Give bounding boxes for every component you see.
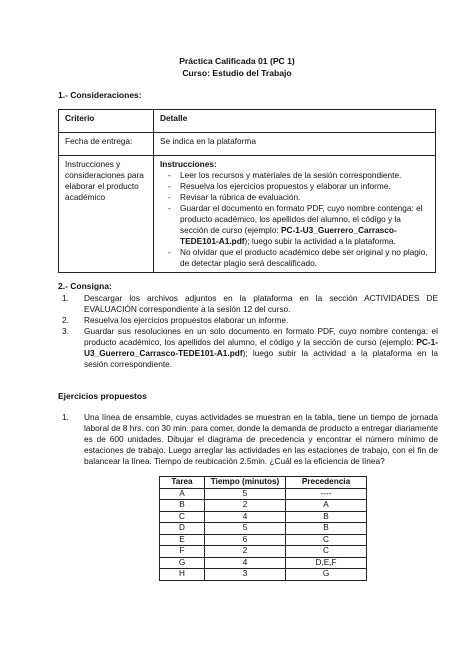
table-cell: ---- xyxy=(286,488,367,500)
row-criterio: Fecha de entrega: xyxy=(59,133,154,156)
table-cell: C xyxy=(286,546,367,558)
table-cell: 6 xyxy=(205,534,286,546)
tasks-table-body xyxy=(160,488,367,580)
tasks-table xyxy=(159,476,367,581)
table-cell: H xyxy=(160,569,205,581)
header-detalle: Detalle xyxy=(154,110,436,133)
table-row xyxy=(160,557,367,569)
table-cell: B xyxy=(286,511,367,523)
consideraciones-heading: 1.- Consideraciones: xyxy=(58,90,142,100)
file-example: PC-1-U3_Guerrero_Carrasco-TEDE101-A1.pdf xyxy=(84,337,438,358)
consigna-heading: 2.- Consigna: xyxy=(58,281,112,291)
table-row xyxy=(160,488,367,500)
row-detalle: Se indica en la plataforma xyxy=(154,133,436,156)
table-row xyxy=(160,534,367,546)
list-item: - Resuelva los ejercicios propuestos y elaborar un informe. xyxy=(160,181,429,192)
table-row xyxy=(160,500,367,512)
document-title: Práctica Calificada 01 (PC 1) xyxy=(179,56,295,66)
table-row xyxy=(160,546,367,558)
table-cell: F xyxy=(160,546,205,558)
item-text-end: ); luego subir la actividad a la plataforma en la sesión correspondiente. xyxy=(84,348,438,369)
table-cell: D xyxy=(160,523,205,535)
problem-text: Una línea de ensamble, cuyas actividades se muestran en la tabla, tiene un tiempo de jornada laboral de 8 hrs. con 30 min. para comer, donde la demanda de producto a entregar diariamente es de 600 unidades. Dibujar el diagrama de precedencia y encontrar el número mínimo de estaciones de trabajo. Luego arreglar las actividades en las estaciones de trabajo, con el fin de balancear la línea. Tiempo de reubicación 2.5min. ¿Cuál es la eficiencia de línea? xyxy=(84,412,438,466)
table-header-row xyxy=(59,110,436,133)
item-text: Descargar los archivos adjuntos en la plataforma en la sección ACTIVIDADES DE EVALUACIÓN correspondiente a la sesión 12 del curso. xyxy=(84,293,438,314)
table-header-row xyxy=(160,477,367,489)
consideraciones-table xyxy=(58,109,436,273)
table-row xyxy=(160,523,367,535)
instrucciones-title: Instrucciones: xyxy=(160,159,217,169)
table-cell: E xyxy=(160,534,205,546)
table-cell: C xyxy=(160,511,205,523)
table-cell: 3 xyxy=(205,569,286,581)
table-cell: 5 xyxy=(205,488,286,500)
table-cell: 4 xyxy=(205,511,286,523)
item-text-wrap xyxy=(84,326,438,370)
table-cell: D,E,F xyxy=(286,557,367,569)
column-header: Tarea xyxy=(160,477,205,489)
list-item xyxy=(160,203,429,247)
table-cell: A xyxy=(286,500,367,512)
problem-item xyxy=(62,412,438,467)
column-header: Precedencia xyxy=(286,477,367,489)
table-cell: B xyxy=(286,523,367,535)
item-number: 1. xyxy=(62,412,69,422)
table-row xyxy=(160,511,367,523)
item-text-end: ); luego subir la actividad a la plataforma. xyxy=(244,236,396,246)
table-cell: 5 xyxy=(205,523,286,535)
item-number: 1. xyxy=(62,293,69,303)
list-item xyxy=(62,293,438,315)
list-item: - Leer los recursos y materiales de la sesión correspondiente. xyxy=(160,170,429,181)
item-text: Guardar el documento en formato PDF, cuyo nombre contenga: el producto académico, los apellidos del alumno, el código y la sección de curso (ejemplo: xyxy=(180,203,423,235)
header-criterio: Criterio xyxy=(59,110,154,133)
table-cell: 4 xyxy=(205,557,286,569)
table-row xyxy=(59,133,436,156)
instrucciones-list xyxy=(160,170,429,269)
row-criterio: Instrucciones y consideraciones para elaborar el producto académico xyxy=(59,156,154,273)
column-header: Tiempo (minutos) xyxy=(205,477,286,489)
table-cell: 2 xyxy=(205,546,286,558)
table-cell: B xyxy=(160,500,205,512)
table-row xyxy=(59,156,436,273)
table-cell: C xyxy=(286,534,367,546)
list-item: - No olvidar que el producto académico debe ser original y no plagio, de detectar plagio será descalificado. xyxy=(160,247,429,269)
item-number: 3. xyxy=(62,326,69,336)
ejercicios-heading: Ejercicios propuestos xyxy=(58,391,147,401)
item-text: Guardar sus resoluciones en un solo documento en formato PDF, cuyo nombre contenga: el producto académico, los apellidos del alumno, el código y la sección de curso (ejemplo: xyxy=(84,326,438,347)
table-cell: G xyxy=(160,557,205,569)
list-item: - Revisar la rúbrica de evaluación. xyxy=(160,192,429,203)
table-cell: G xyxy=(286,569,367,581)
item-number: 2. xyxy=(62,315,69,325)
list-item xyxy=(62,315,438,326)
course-title: Curso: Estudio del Trabajo xyxy=(182,68,292,78)
list-item xyxy=(62,326,438,370)
file-example: PC-1-U3_Guerrero_Carrasco-TEDE101-A1.pdf xyxy=(180,225,397,246)
table-row xyxy=(160,569,367,581)
item-text: Resuelva los ejercicios propuestos elaborar un informe. xyxy=(84,315,289,325)
row-detalle xyxy=(154,156,436,273)
table-cell: A xyxy=(160,488,205,500)
table-cell: 2 xyxy=(205,500,286,512)
